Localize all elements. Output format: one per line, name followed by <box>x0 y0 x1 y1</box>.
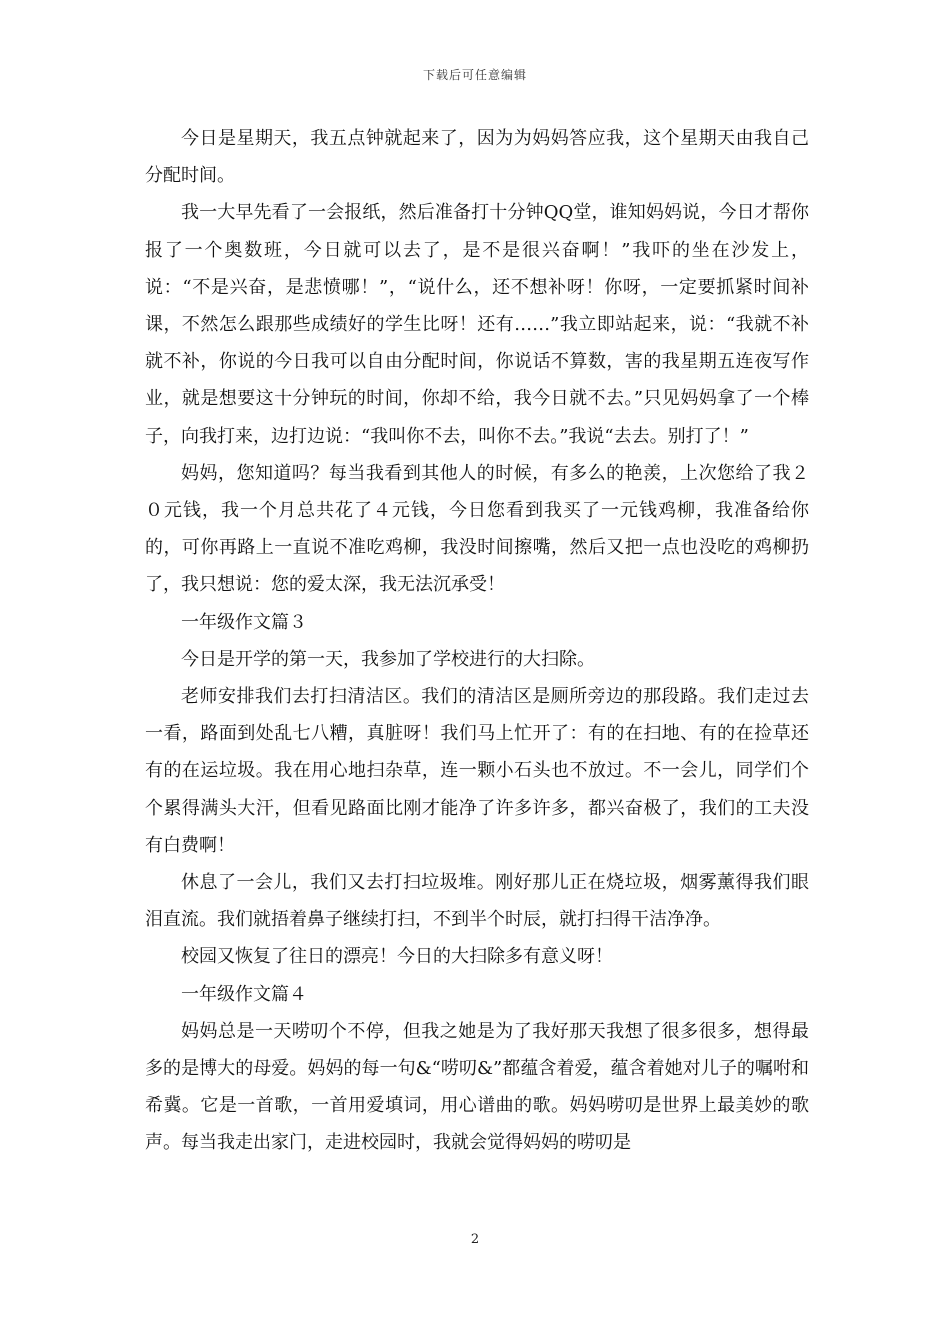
section-heading-3: 一年级作文篇３ <box>181 611 307 633</box>
paragraph-4: 今日是开学的第一天，我参加了学校进行的大扫除。 <box>181 648 595 670</box>
paragraph-1: 今日是星期天，我五点钟就起来了，因为为妈妈答应我，这个星期天由我自己分配时间。 <box>145 128 809 187</box>
paragraph-7: 校园又恢复了往日的漂亮！今日的大扫除多有意义呀！ <box>181 946 613 968</box>
page-header: 下载后可任意编辑 <box>422 68 527 82</box>
paragraph-8: 妈妈总是一天唠叨个不停，但我之她是为了我好那天我想了很多很多，想得最多的是博大的母爱。妈妈的每一句&“唠叨&”都蕴含着爱，蕴含着她对儿子的嘱咐和希冀。它是一首歌，一首用爱填词，用心谱曲的歌。妈妈唠叨是世界上最美妙的歌声。每当我走出家门，走进校园时，我就会觉得妈妈的唠叨是 <box>145 1020 809 1154</box>
page-number: 2 <box>470 1232 480 1247</box>
paragraph-6: 休息了一会儿，我们又去打扫垃圾堆。刚好那儿正在烧垃圾，烟雾薰得我们眼泪直流。我们就捂着鼻子继续打扫，不到半个时辰，就打扫得干洁净净。 <box>145 872 809 931</box>
paragraph-2: 我一大早先看了一会报纸，然后准备打十分钟QQ堂，谁知妈妈说，今日才帮你报了一个奥数班，今日就可以去了，是不是很兴奋啊！”我吓的坐在沙发上，说：“不是兴奋，是悲愤哪！”，“说什么，还不想补呀！你呀，一定要抓紧时间补课，不然怎么跟那些成绩好的学生比呀！还有……”我立即站起来，说：“我就不补就不补，你说的今日我可以自由分配时间，你说话不算数，害的我星期五连夜写作业，就是想要这十分钟玩的时间，你却不给，我今日就不去。”只见妈妈拿了一个棒子，向我打来，边打边说：“我叫你不去，叫你不去。”我说“去去。别打了！” <box>145 202 809 447</box>
section-heading-4: 一年级作文篇４ <box>181 983 307 1005</box>
document-body <box>145 120 809 1162</box>
paragraph-5: 老师安排我们去打扫清洁区。我们的清洁区是厕所旁边的那段路。我们走过去一看，路面到处乱七八糟，真脏呀！我们马上忙开了：有的在扫地、有的在捡草还有的在运垃圾。我在用心地扫杂草，连一颗小石头也不放过。不一会儿，同学们个个累得满头大汗，但看见路面比刚才能净了许多许多，都兴奋极了，我们的工夫没有白费啊！ <box>145 686 809 856</box>
paragraph-3: 妈妈，您知道吗？每当我看到其他人的时候，有多么的艳羡，上次您给了我２０元钱，我一个月总共花了４元钱，今日您看到我买了一元钱鸡柳，我准备给你的，可你再路上一直说不准吃鸡柳，我没时间擦嘴，然后又把一点也没吃的鸡柳扔了，我只想说：您的爱太深，我无法沉承受！ <box>145 462 809 596</box>
